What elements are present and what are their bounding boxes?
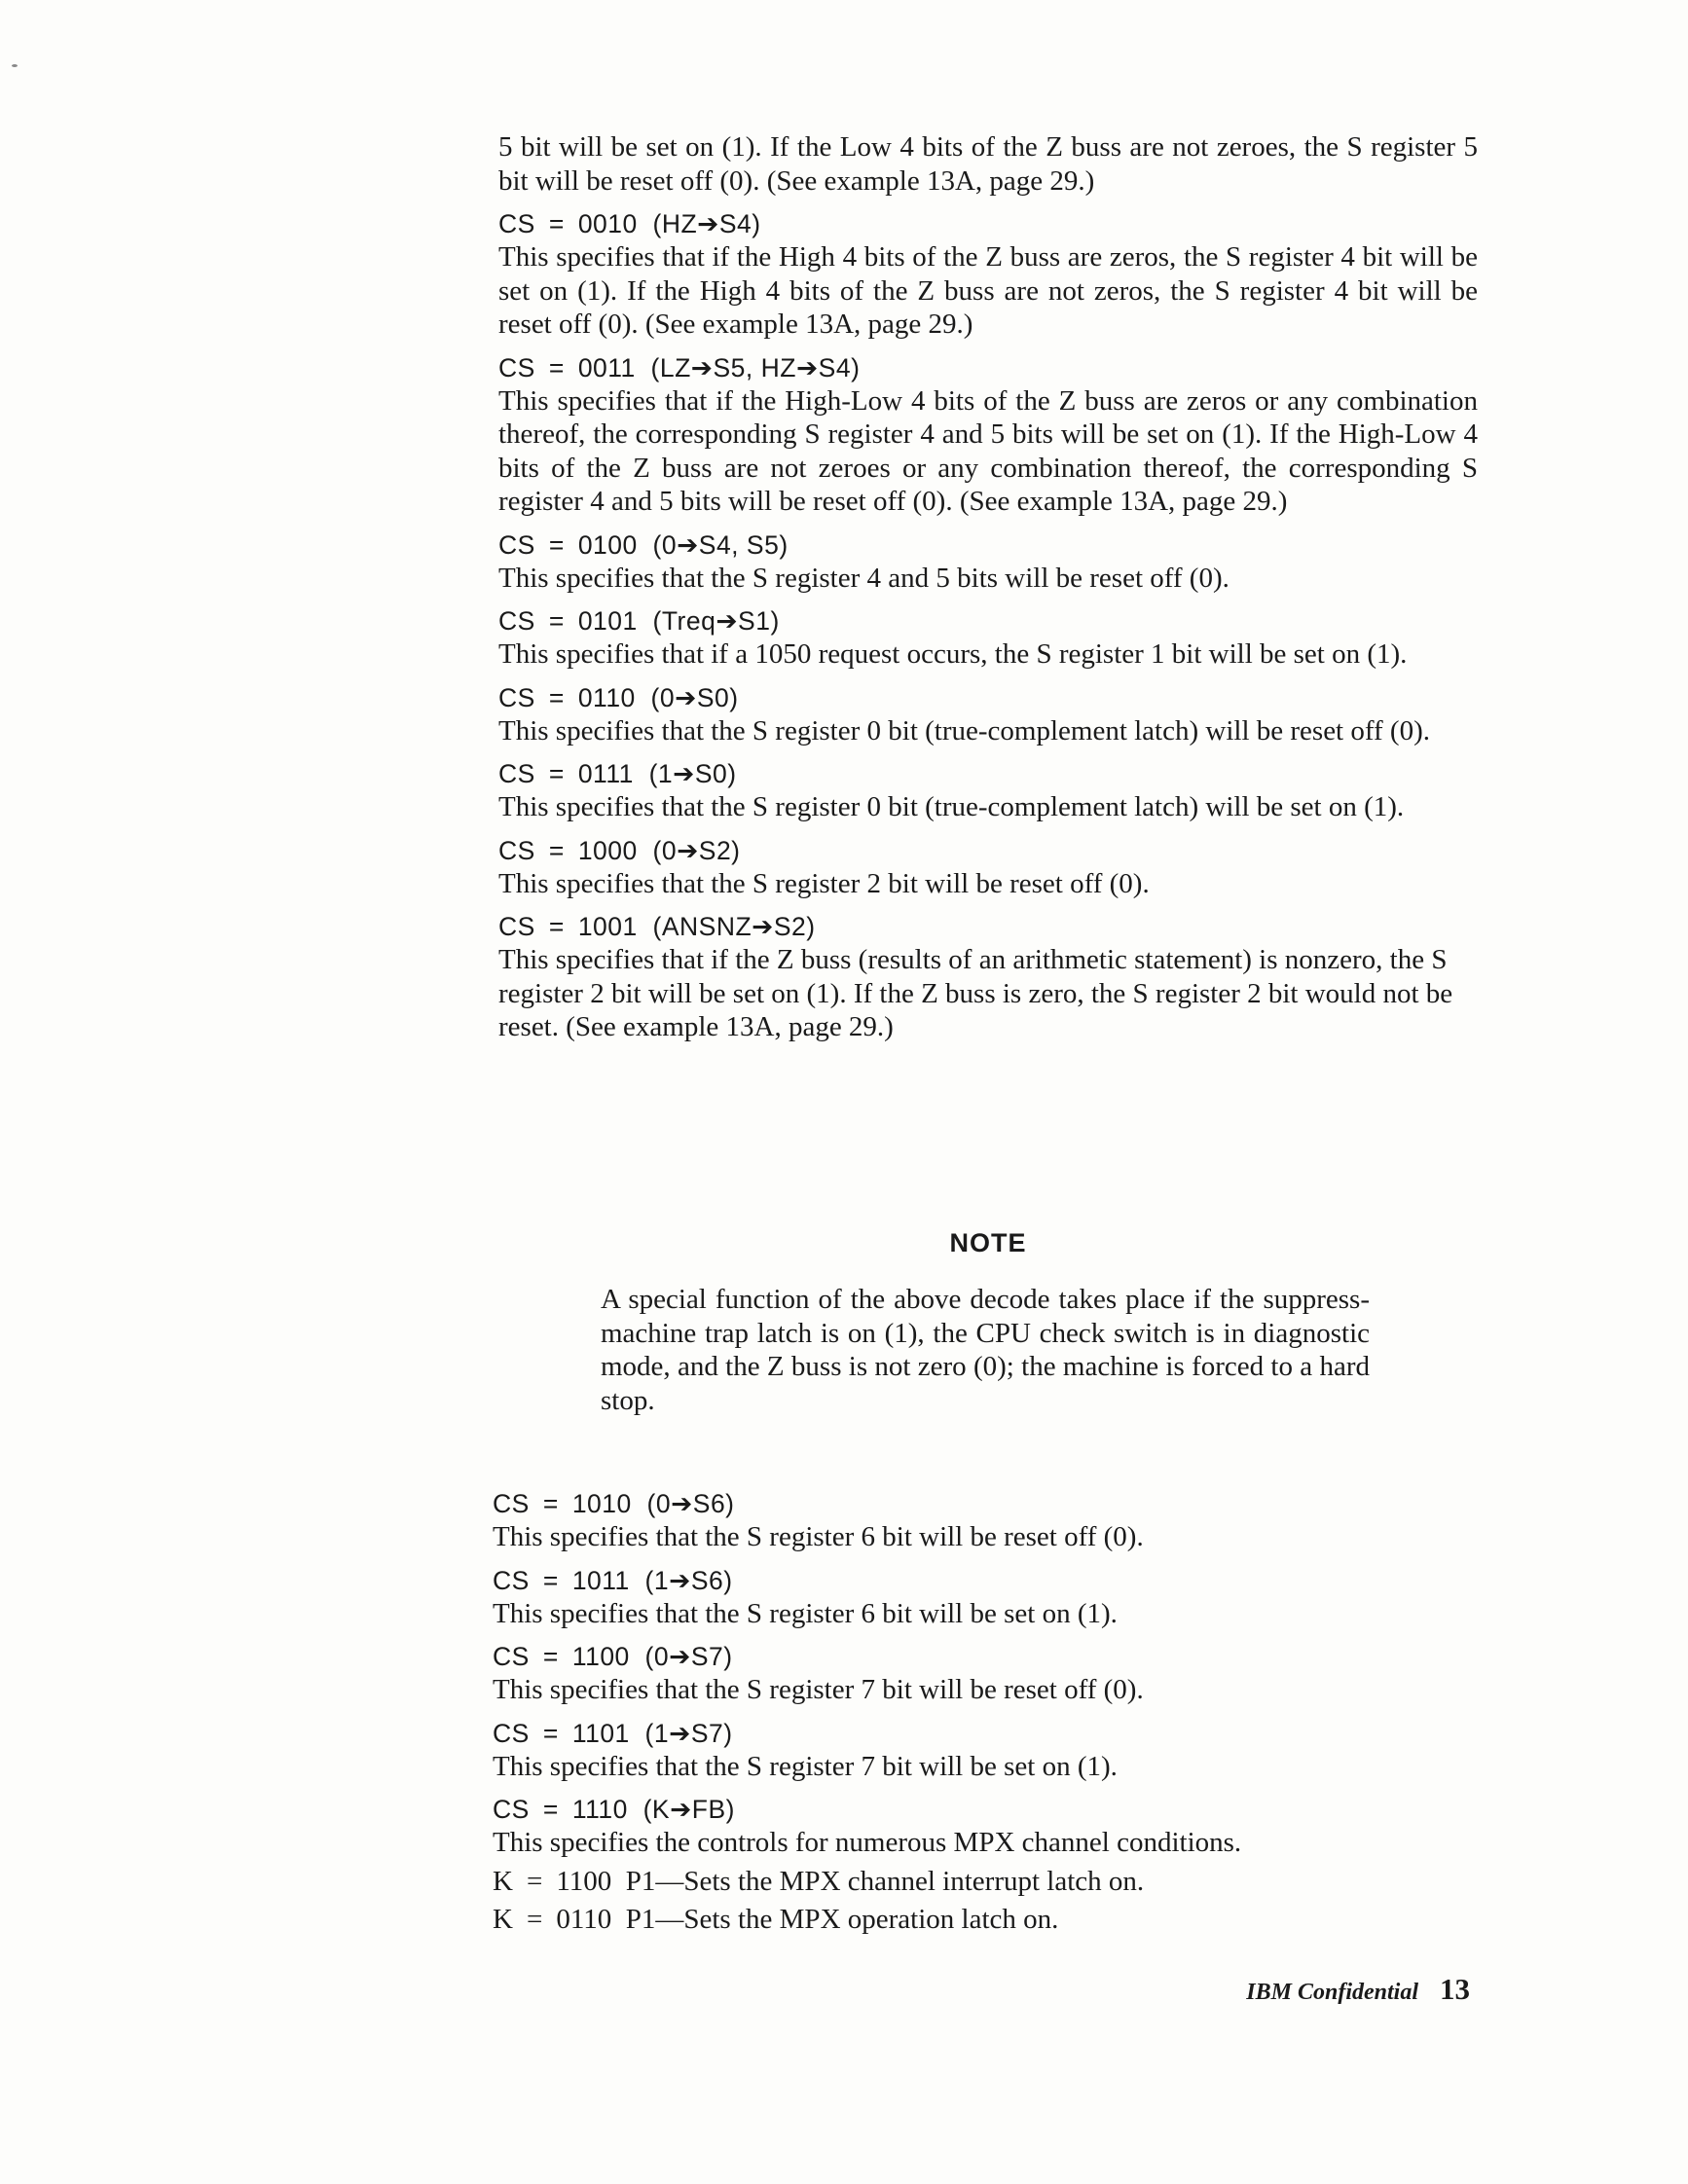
equals-sign: = <box>548 682 565 712</box>
k-label: K <box>493 1904 513 1935</box>
cs-label: CS <box>493 1642 530 1671</box>
cs-entry <box>498 681 1478 748</box>
cs-label: CS <box>498 352 535 382</box>
cs-code: 0101 <box>577 606 638 636</box>
cs-description: This specifies that if the High-Low 4 bits of the Z buss are zeros or any combination thereof, the corresponding S register 4 and 5 bits will be set on (1). If the High-Low 4 bits of the Z buss are not zeroes or any combination thereof, the corresponding S register 4 and 5 bits will be reset off (0). (See example 13A, page 29.) <box>498 384 1478 517</box>
equals-sign: = <box>548 209 565 238</box>
k-description: P1—Sets the MPX channel interrupt latch on. <box>625 1865 1145 1897</box>
equals-sign: = <box>542 1642 559 1671</box>
cs-entries <box>498 207 1478 1044</box>
equals-sign: = <box>548 912 565 941</box>
cs-label: CS <box>498 209 535 238</box>
cs-label: CS <box>498 912 535 941</box>
k-label: K <box>493 1865 513 1897</box>
cs-description: This specifies the controls for numerous MPX channel conditions. <box>493 1827 1242 1858</box>
cs-code: 1100 <box>571 1642 630 1671</box>
cs-label: CS <box>493 1489 530 1518</box>
cs-description: This specifies that the S register 7 bit will be set on (1). <box>493 1750 1118 1782</box>
cs-operation: (1➔S6) <box>644 1565 733 1595</box>
cs-description: This specifies that the S register 7 bit will be reset off (0). <box>493 1674 1144 1705</box>
equals-sign: = <box>526 1865 543 1897</box>
cs-description: This specifies that if the Z buss (results of an arithmetic statement) is nonzero, the S register 2 bit will be set on (1). If the Z buss is zero, the S register 2 bit would not be reset. (See example 13A, page 29.) <box>498 944 1453 1042</box>
cs-entry <box>493 1640 1478 1707</box>
equals-sign: = <box>548 835 565 865</box>
cs-code: 1000 <box>577 835 638 865</box>
page-footer <box>1246 1972 1470 2007</box>
cs-label: CS <box>498 759 535 788</box>
cs-label: CS <box>498 606 535 636</box>
cs-entry <box>498 528 1478 596</box>
cs-operation: (0➔S7) <box>644 1642 733 1671</box>
cs-description: This specifies that the S register 6 bit will be reset off (0). <box>493 1521 1144 1552</box>
cs-operation: (0➔S0) <box>650 682 739 712</box>
cs-description: This specifies that the S register 6 bit will be set on (1). <box>493 1597 1118 1629</box>
cs-description: This specifies that if the High 4 bits of the Z buss are zeros, the S register 4 bit will be set on (1). If the High 4 bits of the Z buss are not zeros, the S register 4 bit will be reset off (0). (See example 13A, page 29.) <box>498 241 1478 340</box>
cs-code: 1101 <box>571 1718 630 1748</box>
cs-entry <box>498 351 1478 519</box>
cs-label: CS <box>493 1565 530 1595</box>
k-line <box>493 1903 1478 1937</box>
equals-sign: = <box>542 1718 559 1748</box>
cs-label: CS <box>493 1795 530 1824</box>
cs-label: CS <box>498 682 535 712</box>
intro-paragraph: 5 bit will be set on (1). If the Low 4 bits of the Z buss are not zeroes, the S register 5 bit will be reset off (0). (See example 13A, page 29.) <box>498 131 1478 197</box>
cs-description: This specifies that the S register 0 bit (true-complement latch) will be reset off (0). <box>498 714 1430 746</box>
cs-operation: (HZ➔S4) <box>652 209 761 238</box>
cs-label: CS <box>498 529 535 560</box>
page-number: 13 <box>1440 1972 1470 2006</box>
cs-description: This specifies that the S register 2 bit will be reset off (0). <box>498 867 1150 899</box>
cs-entry <box>493 1793 1478 1860</box>
cs-entry <box>498 604 1478 672</box>
cs-operation: (ANSNZ➔S2) <box>652 912 816 941</box>
cs-label: CS <box>493 1718 530 1748</box>
note-title: NOTE <box>949 1228 1027 1257</box>
cs-entry <box>493 1487 1478 1554</box>
scan-speck <box>12 64 18 67</box>
cs-operation: (Treq➔S1) <box>652 606 780 636</box>
cs-operation: (0➔S2) <box>652 835 741 865</box>
cs-code: 0110 <box>577 682 636 712</box>
cs-description: This specifies that the S register 0 bit (true-complement latch) will be set on (1). <box>498 791 1405 822</box>
k-line <box>493 1865 1478 1899</box>
cs-code: 1001 <box>577 912 638 941</box>
cs-operation: (0➔S6) <box>646 1489 735 1518</box>
equals-sign: = <box>548 529 565 560</box>
cs-description: This specifies that if a 1050 request occurs, the S register 1 bit will be set on (1). <box>498 638 1408 670</box>
cs-operation: (1➔S0) <box>648 759 737 788</box>
cs-code: 1110 <box>571 1795 628 1824</box>
cs-code: 0011 <box>577 352 636 382</box>
equals-sign: = <box>548 759 565 788</box>
cs-operation: (K➔FB) <box>642 1795 735 1824</box>
cs-code: 0111 <box>577 759 634 788</box>
equals-sign: = <box>548 352 565 382</box>
cs-label: CS <box>498 835 535 865</box>
cs-code: 0010 <box>577 209 638 238</box>
equals-sign: = <box>548 606 565 636</box>
confidential-mark: IBM Confidential <box>1246 1980 1418 2005</box>
main-column <box>498 130 1478 1044</box>
equals-sign: = <box>542 1489 559 1518</box>
note-body: A special function of the above decode takes place if the suppress-machine trap latch is on (1), the CPU check switch is in diagnostic mode, and the Z buss is not zero (0); the machine is forced to a hard stop. <box>601 1284 1370 1416</box>
k-value: 1100 <box>556 1865 612 1897</box>
cs-entry <box>498 834 1478 901</box>
cs-code: 1010 <box>571 1489 632 1518</box>
cs-entry <box>498 757 1478 824</box>
cs-code: 1011 <box>571 1565 630 1595</box>
cs-entry <box>493 1564 1478 1631</box>
second-column <box>493 1487 1478 1937</box>
cs-operation: (0➔S4, S5) <box>652 529 789 560</box>
equals-sign: = <box>526 1904 543 1935</box>
equals-sign: = <box>542 1565 559 1595</box>
cs-entry <box>493 1717 1478 1784</box>
equals-sign: = <box>542 1795 559 1824</box>
cs-operation: (1➔S7) <box>644 1718 733 1748</box>
cs-code: 0100 <box>577 529 638 560</box>
cs-entry <box>498 910 1478 1044</box>
cs-description: This specifies that the S register 4 and 5 bits will be reset off (0). <box>498 562 1229 594</box>
cs-entry <box>498 207 1478 342</box>
cs-operation: (LZ➔S5, HZ➔S4) <box>650 352 861 382</box>
k-description: P1—Sets the MPX operation latch on. <box>625 1904 1059 1935</box>
k-value: 0110 <box>556 1904 612 1935</box>
